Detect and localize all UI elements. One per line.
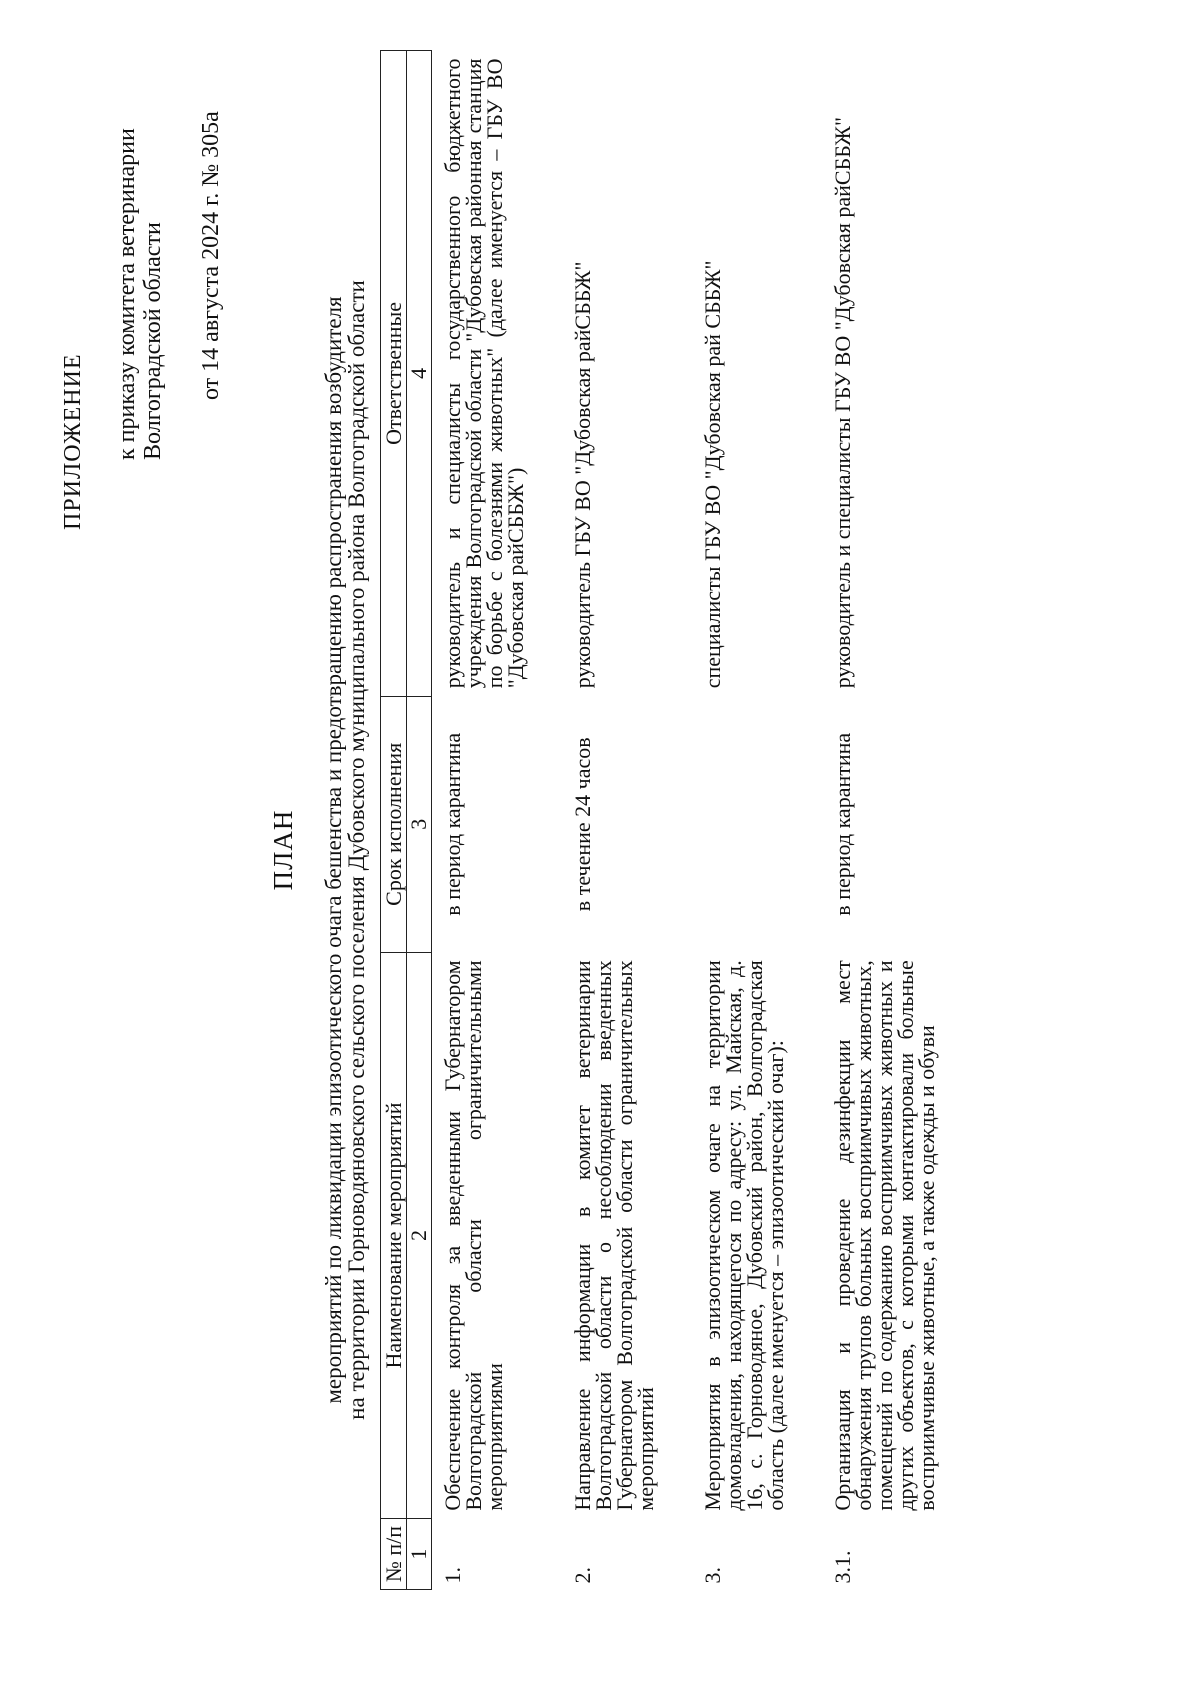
row-term xyxy=(692,696,822,952)
appendix-line-2: Волгоградской области xyxy=(140,222,166,460)
row-responsible: руководитель и специалисты государственного бюджетного учреждения Волгоградской области "Дубовская районная станция по борьбе с болезнями животных" (далее именуется – ГБУ ВО "Дубовская райСББЖ") xyxy=(440,58,528,689)
appendix-date: от 14 августа 2024 г. № 305а xyxy=(198,111,224,400)
row-term: в течение 24 часов xyxy=(570,737,595,912)
row-term: в период карантина xyxy=(440,732,465,916)
table-header-row xyxy=(381,51,407,1590)
plan-table xyxy=(380,50,942,1590)
row-name: Обеспечение контроля за введенными Губернатором Волгоградской области ограничительными мероприятиями xyxy=(440,960,507,1511)
column-number: 4 xyxy=(407,51,432,697)
appendix-line-1: к приказу комитета ветеринарии xyxy=(114,128,140,460)
table-row xyxy=(822,51,942,1590)
plan-subtitle xyxy=(322,40,368,1660)
header-term: Срок исполнения xyxy=(381,696,407,952)
column-number: 2 xyxy=(407,952,432,1518)
table-row xyxy=(432,51,563,1590)
column-number: 1 xyxy=(407,1519,432,1590)
row-term: в период карантина xyxy=(830,732,855,916)
header-responsible: Ответственные xyxy=(381,51,407,697)
header-name: Наименование мероприятий xyxy=(381,952,407,1518)
plan-subtitle-line-1: мероприятий по ликвидации эпизоотического очага бешенства и предотвращению распространения возбудителя xyxy=(321,296,346,1404)
table-row xyxy=(692,51,822,1590)
table-row xyxy=(562,51,692,1590)
row-num: 1. xyxy=(440,1567,465,1584)
plan-subtitle-line-2: на территории Горноводяновского сельского поселения Дубовского муниципального района Волгоградской области xyxy=(344,280,369,1420)
rotated-page xyxy=(50,40,1160,1660)
row-name: Мероприятия в эпизоотическом очаге на территории домовладения, находящегося по адресу: ул. Майская, д. 16, с. Горноводяное, Дубовский район, Волгоградская область (далее именуется – эпизоотический очаг): xyxy=(700,960,788,1511)
row-name: Организация и проведение дезинфекции мест обнаружения трупов больных восприимчивых животных, помещений по содержанию восприимчивых животных и других объектов, с которыми контактировали больные восприимчивые животные, а также одежды и обуви xyxy=(830,960,939,1511)
row-responsible: специалисты ГБУ ВО "Дубовская рай СББЖ" xyxy=(700,260,725,689)
column-number: 3 xyxy=(407,696,432,952)
appendix-title: ПРИЛОЖЕНИЕ xyxy=(60,353,86,530)
row-num: 2. xyxy=(570,1567,595,1584)
row-responsible: руководитель и специалисты ГБУ ВО "Дубовская райСББЖ" xyxy=(830,117,855,689)
row-responsible: руководитель ГБУ ВО "Дубовская райСББЖ" xyxy=(570,261,595,689)
row-num: 3. xyxy=(700,1567,725,1584)
row-num: 3.1. xyxy=(830,1550,855,1584)
plan-title: ПЛАН xyxy=(268,809,298,891)
header-num: № п/п xyxy=(381,1519,407,1590)
row-name: Направление информации в комитет ветеринарии Волгоградской области о несоблюдении введенных Губернатором Волгоградской области ограничительных мероприятий xyxy=(570,960,658,1511)
column-number-row xyxy=(407,51,432,1590)
